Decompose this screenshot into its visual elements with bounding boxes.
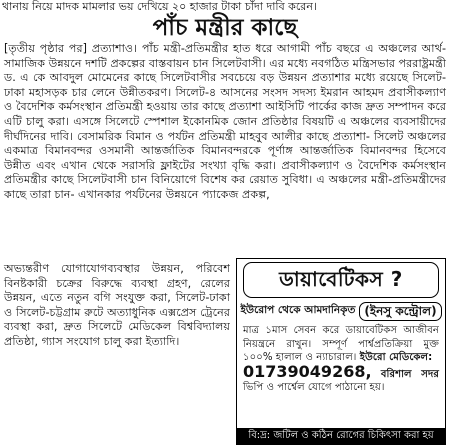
ad-phone-number[interactable]: 01739049268,	[243, 361, 372, 381]
article-text: প্রত্যাশাও। পাঁচ মন্ত্রী-প্রতিমন্ত্রীর হাত ধরে আগামী পাঁচ বছরে এ অঞ্চলের আর্থ-সামাজিক উন্নয়নে দশটি প্রকল্পের বাস্তবায়ন চান সিলেটবাসী। এর মধ্যে নবগঠিত মন্ত্রিসভার পররাষ্ট্রমন্ত্রী ড. এ কে আবদুল মোমেনের কাছে সিলেটবাসীর সবচেয়ে বড় উন্নয়ন প্রত্যাশার মধ্যে রয়েছে সিলেট-ঢাকা মহাসড়ক চার লেনে উন্নীতকরণ। সিলেট-৪ আসনের সংসদ সদস্য ইমরান আহমদ প্রবাসীকল্যাণ ও বৈদেশিক কর্মসংস্থান প্রতিমন্ত্রী হওয়ায় তার কাছে প্রত্যাশা আইসিটি পার্কের কাজ দ্রুত সম্পাদন করে এটি চালু করা। এসঙ্গে সিলেটে স্পেশাল ইকোনমিক জোন প্রতিষ্ঠার বিষয়টি এ অঞ্চলের ব্যবসায়ীদের দীর্ঘদিনের দাবি। বেসামরিক বিমান ও পর্যটন প্রতিমন্ত্রী মাহবুব আলীর কাছে প্রত্যাশা- সিলেট অঞ্চলের একমাত্র বিমানবন্দর ওসমানী আন্তর্জাতিক বিমানবন্দরকে পূর্ণাঙ্গ আন্তর্জাতিক বিমানবন্দর হিসেবে উন্নীত এবং এখান থেকে সরাসরি ফ্লাইটের সংখ্যা বৃদ্ধি করা। প্রবাসীকল্যাণ ও বৈদেশিক কর্মসংস্থান প্রতিমন্ত্রীর কাছে সিলেটবাসী চান বিনিয়োগে বিশেষ কর রেয়াত সুবিধা। এ অঞ্চলের মন্ত্রী-প্রতিমন্ত্রীদের কাছে তারা চান- এখানকার পর্যটনের উন্নয়নে প্যাকেজ প্রকল্প,	[4, 42, 446, 201]
article-column-continuation	[4, 262, 230, 350]
ad-import-row	[237, 302, 445, 321]
ad-title: ডায়াবেটিকস ?	[243, 262, 439, 298]
article-headline: পাঁচ মন্ত্রীর কাছে	[152, 14, 298, 41]
article-paragraph	[4, 42, 446, 203]
continued-from-label: [তৃতীয় পৃষ্ঠার পর]	[4, 42, 87, 55]
article-body	[4, 42, 446, 203]
ad-brand-text: ইনসু কন্ট্রোল	[369, 304, 432, 318]
ad-company-name: ইউরো মেডিকেল:	[359, 352, 433, 364]
article-column-text: অভ্যন্তরীণ যোগাযোগব্যবস্থার উন্নয়ন, পরিবেশ বিনষ্টকারী চক্রের বিরুদ্ধে ব্যবস্থা গ্রহণ, রেলের উন্নয়ন, এতে নতুন বগি সংযুক্ত করা, সিলেট-ঢাকা ও সিলেট-চট্টগ্রাম রুটে অত্যাধুনিক এক্সপ্রেস ট্রেনের ব্যবস্থা করা, দ্রুত সিলেটে মেডিকেল বিশ্ববিদ্যালয় প্রতিষ্ঠা, গ্যাস সংযোগ চালু করা ইত্যাদি।	[4, 262, 230, 348]
ad-footer-note: বি:দ্র: জটিল ও কঠিন রোগের চিকিৎসা করা হয়	[237, 428, 445, 444]
ad-location: বরিশাল সদর	[380, 368, 439, 380]
previous-article-last-line: থানায় নিয়ে মাদক মামলার ভয় দেখিয়ে ২০ হাজার টাকা চাঁদা দাবি করেন।	[2, 0, 317, 13]
diabetics-advertisement	[236, 258, 446, 445]
ad-description	[237, 321, 445, 395]
ad-import-text: ইউরোপ থেকে আমদানিকৃত	[240, 304, 356, 316]
ad-brand-name: (ইনসু কন্ট্রোল)	[359, 302, 441, 321]
ad-delivery-text: ভিপি ও পার্শ্বেল যোগে পাঠানো হয়।	[243, 382, 385, 394]
ad-body-text: মাত্র ১মাস সেবন করে ডায়াবেটিকস আজীবন নিয়ন্ত্রনে রাখুন। সম্পূর্ণ পার্শ্বপ্রতিক্রিয়া মুক্ত ১০০% হালাল ও ন্যাচারাল।	[243, 325, 439, 364]
